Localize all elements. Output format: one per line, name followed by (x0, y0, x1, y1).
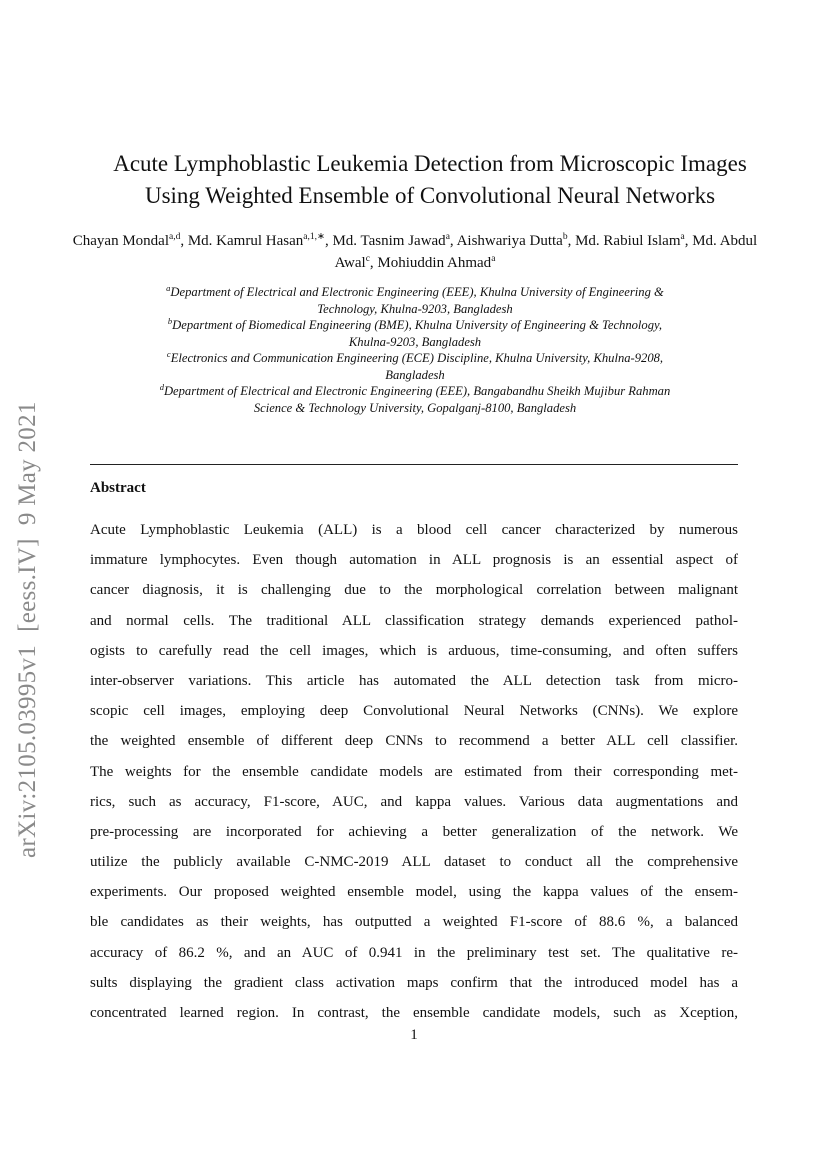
affiliation-c (90, 350, 740, 367)
abstract-line: ble candidates as their weights, has outputted a weighted F1-score of 88.6 %, a balanced (90, 914, 738, 931)
abstract-line: sults displaying the gradient class activation maps confirm that the introduced model has a (90, 974, 738, 991)
abstract-line: utilize the publicly available C-NMC-2019 ALL dataset to conduct all the comprehensive (90, 854, 738, 871)
affiliation-text: Department of Biomedical Engineering (BME), Khulna University of Engineering & Technology, (172, 318, 663, 332)
title-line-2: Using Weighted Ensemble of Convolutional Neural Networks (144, 183, 716, 208)
author-name: Aishwariya Dutta (456, 233, 563, 249)
author-affiliation-mark: a (491, 254, 496, 264)
author-name: Md. Tasnim Jawad (332, 233, 446, 249)
affiliation-mark: b (167, 315, 173, 326)
paper-title (60, 148, 800, 212)
abstract-line: The weights for the ensemble candidate models are estimated from their corresponding met- (90, 763, 738, 780)
abstract-line: cancer diagnosis, it is challenging due to the morphological correlation between malignant (90, 582, 738, 599)
author-affiliation-mark: a (680, 232, 685, 242)
author-name: Mohiuddin Ahmad (377, 255, 492, 271)
affiliation-text: Electronics and Communication Engineering (ECE) Discipline, Khulna University, Khulna-9208, (170, 351, 664, 365)
abstract-heading: Abstract (90, 480, 146, 496)
affiliation-list (90, 284, 740, 416)
author-affiliation-mark: a,1,∗ (303, 232, 325, 242)
author-affiliation-mark: b (562, 232, 568, 242)
abstract-line: ogists to carefully read the cell images, which is arduous, time-consuming, and often suffers (90, 642, 738, 659)
affiliation-mark: c (166, 348, 171, 359)
section-divider (90, 464, 738, 465)
affiliation-b (90, 317, 740, 334)
page-number: 1 (410, 1027, 418, 1043)
abstract-line: rics, such as accuracy, F1-score, AUC, and kappa values. Various data augmentations and (90, 793, 738, 810)
abstract-line: immature lymphocytes. Even though automation in ALL prognosis is an essential aspect of (90, 552, 738, 569)
author-name: Md. Kamrul Hasan (187, 233, 304, 249)
author-name: Md. Rabiul Islam (575, 233, 681, 249)
affiliation-a (90, 284, 740, 301)
author-name: Chayan Mondal (72, 233, 169, 249)
abstract-line: the weighted ensemble of different deep CNNs to recommend a better ALL cell classifier. (90, 733, 738, 750)
abstract-body (90, 515, 738, 1028)
affiliation-b-cont: Khulna-9203, Bangladesh (348, 334, 482, 349)
affiliation-text: Department of Electrical and Electronic Engineering (EEE), Bangabandhu Sheikh Mujibur Rahman (163, 384, 671, 398)
abstract-line: scopic cell images, employing deep Convolutional Neural Networks (CNNs). We explore (90, 703, 738, 720)
abstract-line: accuracy of 86.2 %, and an AUC of 0.941 in the preliminary test set. The qualitative re- (90, 944, 738, 961)
affiliation-mark: d (159, 381, 164, 392)
affiliation-c-cont: Bangladesh (385, 367, 445, 382)
abstract-line: concentrated learned region. In contrast, the ensemble candidate models, such as Xception, (90, 1005, 738, 1021)
affiliation-a-cont: Technology, Khulna-9203, Bangladesh (317, 301, 513, 316)
abstract-line: inter-observer variations. This article has automated the ALL detection task from micro- (90, 672, 738, 689)
abstract-line: experiments. Our proposed weighted ensemble model, using the kappa values of the ensem- (90, 884, 738, 901)
affiliation-d (90, 383, 740, 400)
author-name: Md. Abdul Awal (334, 233, 758, 271)
author-affiliation-mark: c (365, 254, 370, 264)
arxiv-identifier-stamp: arXiv:2105.03995v1 [eess.IV] 9 May 2021 (14, 401, 41, 858)
affiliation-d-cont: Science & Technology University, Gopalganj-8100, Bangladesh (253, 400, 577, 415)
author-affiliation-mark: a (445, 232, 450, 242)
author-list: Chayan Mondal$^{a,d}$, Md. Kamrul Hasan$^{a,1,∗}$, Md. Tasnim Jawad$^a$, Aishwariya Dutta$^b$, Md. Rabiul Islam$^a$, Md. Abdul Awal$^c$, Mohiuddin Ahmad$^a$ (72, 232, 758, 271)
affiliation-text: Department of Electrical and Electronic Engineering (EEE), Khulna University of Engineering & (170, 285, 664, 299)
affiliation-mark: a (166, 282, 171, 293)
author-affiliation-mark: a,d (169, 232, 181, 242)
abstract-line: Acute Lymphoblastic Leukemia (ALL) is a blood cell cancer characterized by numerous (90, 522, 738, 538)
title-line-1: Acute Lymphoblastic Leukemia Detection from Microscopic Images (113, 151, 747, 176)
abstract-line: pre-processing are incorporated for achieving a better generalization of the network. We (90, 823, 738, 840)
abstract-line: and normal cells. The traditional ALL classification strategy demands experienced pathol- (90, 612, 738, 629)
